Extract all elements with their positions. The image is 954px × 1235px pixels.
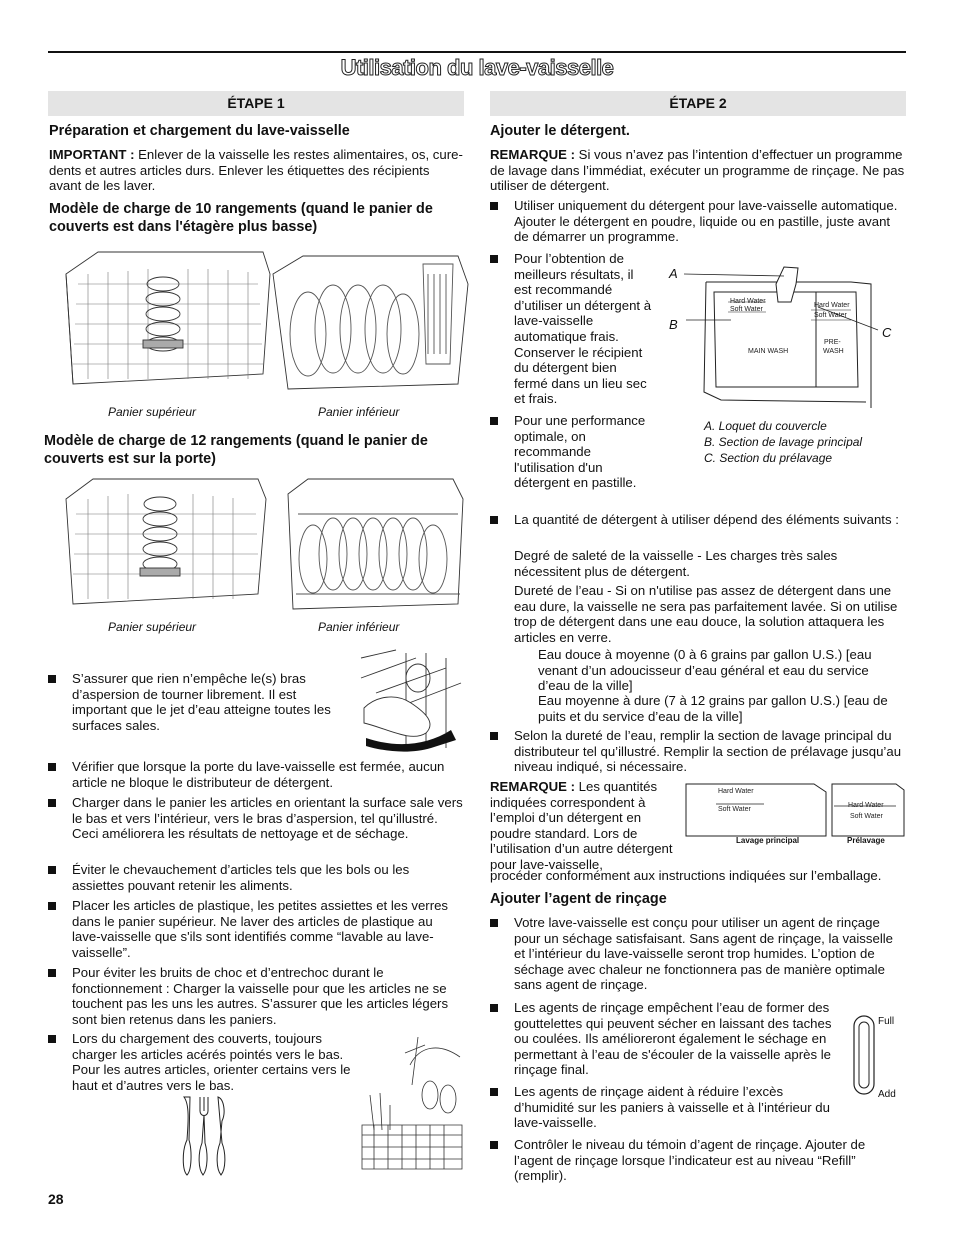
fill-label-pre: Prélavage [847, 836, 885, 845]
list-item: S’assurer que rien n’empêche le(s) bras d’aspersion de tourner librement. Il est important que le jet d’eau atteigne toutes les surfaces sales. [72, 671, 342, 733]
bullet-square-icon [490, 1141, 498, 1149]
list-item: Selon la dureté de l’eau, remplir la section de lavage principal du distributeur tel qu’illustré. Remplir la section de prélavage jusqu’au niveau indiqué, si nécessaire. [514, 728, 904, 775]
dispenser-pre: PRE- [824, 339, 841, 346]
rack-10-place-illustration [58, 244, 470, 404]
list-item: Contrôler le niveau du témoin d’agent de rinçage. Ajouter de l’agent de rinçage lorsque l’indicateur est au niveau “Refill” (remplir). [514, 1137, 904, 1184]
dispenser-main-wash: MAIN WASH [748, 348, 789, 355]
important-paragraph [49, 147, 464, 194]
dispenser-hard-water-pre: Hard Water [814, 302, 850, 309]
remarque-2-paragraph: REMARQUE : Les quantités indiquées correspondent à l’emploi d’un détergent en poudre standard. Lors de l’utilisation d’un autre détergent pour lave-vaisselle, [490, 779, 673, 872]
list-item: Les agents de rinçage aident à réduire l’excès d’humidité sur les paniers à vaisselle et à l’intérieur du lave-vaisselle. [514, 1084, 836, 1131]
fill-soft-water-pre: Soft Water [850, 813, 883, 820]
list-item: Pour éviter les bruits de choc et d’entrechoc durant le fonctionnement : Charger la vaisselle pour que les articles ne se touchent pas les uns les autres. S’assurer que les articles légers sont bien retenus dans les paniers. [72, 965, 464, 1027]
caption-lower-rack-2: Panier inférieur [318, 620, 400, 634]
page-number: 28 [48, 1191, 64, 1207]
dispenser-label-a: A [669, 266, 678, 281]
dispenser-label-b: B [669, 317, 678, 332]
rack-12-place-illustration [58, 474, 470, 620]
fill-label-main: Lavage principal [736, 836, 800, 845]
important-label: IMPORTANT : [49, 147, 135, 162]
list-item: Pour l’obtention de meilleurs résultats, il est recommandé d’utiliser un détergent à lave-vaisselle automatique frais. Conserver le récipient du détergent bien fermé dans un lieu sec et frais. [514, 251, 652, 407]
fill-hard-water-pre: Hard Water [848, 802, 884, 809]
fill-hard-water-main: Hard Water [718, 788, 754, 795]
top-rule [48, 51, 906, 53]
list-item: Vérifier que lorsque la porte du lave-vaisselle est fermée, aucun article ne bloque le distributeur de détergent. [72, 759, 464, 790]
soft-water-range: Eau douce à moyenne (0 à 6 grains par gallon U.S.) [eau venant d’un adoucisseur d’eau général et eau du service d’eau de la ville] [538, 647, 872, 694]
list-item: Utiliser uniquement du détergent pour lave-vaisselle automatique. Ajouter le détergent en poudre, liquide ou en pastille, juste avant de démarrer un programme. [514, 198, 904, 245]
dispenser-label-c: C [882, 325, 892, 340]
legend-b: B. Section de lavage principal [704, 435, 863, 449]
bullet-square-icon [490, 516, 498, 524]
bullet-square-icon [490, 732, 498, 740]
step-2-header: ÉTAPE 2 [490, 91, 906, 116]
list-item: Placer les articles de plastique, les petites assiettes et les verres dans le panier supérieur. Ne laver des articles de plastique au lave-vaisselle que s'ils sont identifiés comme “lavable au lave-vaisselle”. [72, 898, 464, 960]
remarque-2-continuation: procéder conformément aux instructions indiquées sur l’emballage. [490, 868, 882, 883]
spray-arm-illustration [356, 648, 466, 756]
list-item: Éviter le chevauchement d’articles tels que les bols ou les assiettes pouvant retenir les aliments. [72, 862, 464, 893]
list-item: La quantité de détergent à utiliser dépend des éléments suivants : [514, 512, 904, 528]
dispenser-hard-water-main: Hard Water [730, 298, 766, 305]
bullet-square-icon [490, 202, 498, 210]
important-text: Enlever de la vaisselle les restes alimentaires, os, cure-dents et autres articles durs. Enlever les étiquettes des récipients avant de les laver. [49, 147, 463, 194]
detergent-dispenser-diagram [666, 262, 906, 412]
heading-detergent: Ajouter le détergent. [490, 123, 630, 139]
soil-paragraph: Degré de saleté de la vaisselle - Les charges très sales nécessitent plus de détergent. [514, 548, 838, 579]
caption-upper-rack-2: Panier supérieur [108, 620, 197, 634]
bullet-square-icon [48, 902, 56, 910]
indicator-add-label: Add [878, 1089, 896, 1100]
silverware-illustration [178, 1095, 230, 1179]
legend-a: A. Loquet du couvercle [704, 419, 827, 433]
dispenser-wash: WASH [823, 348, 844, 355]
heading-rinse-aid: Ajouter l’agent de rinçage [490, 891, 667, 907]
caption-lower-rack-1: Panier inférieur [318, 405, 400, 419]
bullet-square-icon [490, 1004, 498, 1012]
dispenser-soft-water-pre: Soft Water [814, 312, 847, 319]
list-item: Pour une performance optimale, on recommande l'utilisation d'un détergent en pastille. [514, 413, 652, 491]
bullet-square-icon [48, 763, 56, 771]
dispenser-soft-water-main: Soft Water [730, 306, 763, 313]
heading-10-place: Modèle de charge de 10 rangements (quand le panier de couverts est dans l'étagère plus basse) [49, 201, 433, 235]
list-item: Les agents de rinçage empêchent l’eau de former des gouttelettes qui peuvent sécher en laissant des taches ou coulées. Ils amélioreront également le séchage en permettant à l’eau de s'écouler de la vaisselle après le rinçage final. [514, 1000, 836, 1078]
heading-preparation: Préparation et chargement du lave-vaisselle [49, 123, 350, 139]
heading-12-place: Modèle de charge de 12 rangements (quand le panier de couverts est sur la porte) [44, 433, 428, 467]
bullet-square-icon [490, 255, 498, 263]
list-item: Lors du chargement des couverts, toujours charger les articles acérés pointés vers le bas. Pour les autres articles, orienter certains vers le haut et d’autres vers le bas. [72, 1031, 362, 1093]
remarque-paragraph: REMARQUE : Si vous n’avez pas l’intention d’effectuer un programme de lavage dans l’immédiat, exécuter un programme de rinçage. Ne pas utiliser de détergent. [490, 147, 905, 194]
bullet-square-icon [490, 919, 498, 927]
page-title: Utilisation du lave-vaisselle [340, 55, 614, 80]
hard-water-range: Eau moyenne à dure (7 à 12 grains par gallon U.S.) [eau de puits et du service d’eau de la ville] [538, 693, 888, 724]
bullet-square-icon [490, 1088, 498, 1096]
bullet-square-icon [48, 866, 56, 874]
silverware-basket-illustration [360, 1035, 464, 1171]
bullet-square-icon [48, 1035, 56, 1043]
list-item: Votre lave-vaisselle est conçu pour utiliser un agent de rinçage pour un séchage satisfaisant. Sans agent de rinçage, la vaisselle et l’intérieur du lave-vaisselle seront trop humides. L’option de séchage avec chaleur ne fonctionnera pas de manière optimale sans agent de rinçage. [514, 915, 904, 993]
legend-c: C. Section du prélavage [704, 451, 833, 465]
bullet-square-icon [48, 799, 56, 807]
list-item: Charger dans le panier les articles en orientant la surface sale vers le bas et vers l’intérieur, vers le bras d’aspersion, tel qu’illustré. Ceci améliorera les résultats de nettoyage et de séchage. [72, 795, 464, 842]
bullet-square-icon [48, 675, 56, 683]
indicator-full-label: Full [878, 1016, 895, 1027]
hardness-paragraph: Dureté de l’eau - Si on n'utilise pas assez de détergent dans une eau dure, la vaisselle ne sera pas parfaitement lavée. Si on utilise trop de détergent dans une eau douce, la solution attaquera les articles en verre. [514, 583, 898, 645]
step-1-header: ÉTAPE 1 [48, 91, 464, 116]
caption-upper-rack-1: Panier supérieur [108, 405, 197, 419]
bullet-square-icon [490, 417, 498, 425]
fill-soft-water-main: Soft Water [718, 806, 751, 813]
bullet-square-icon [48, 969, 56, 977]
rinse-aid-indicator-icon [852, 1014, 878, 1098]
